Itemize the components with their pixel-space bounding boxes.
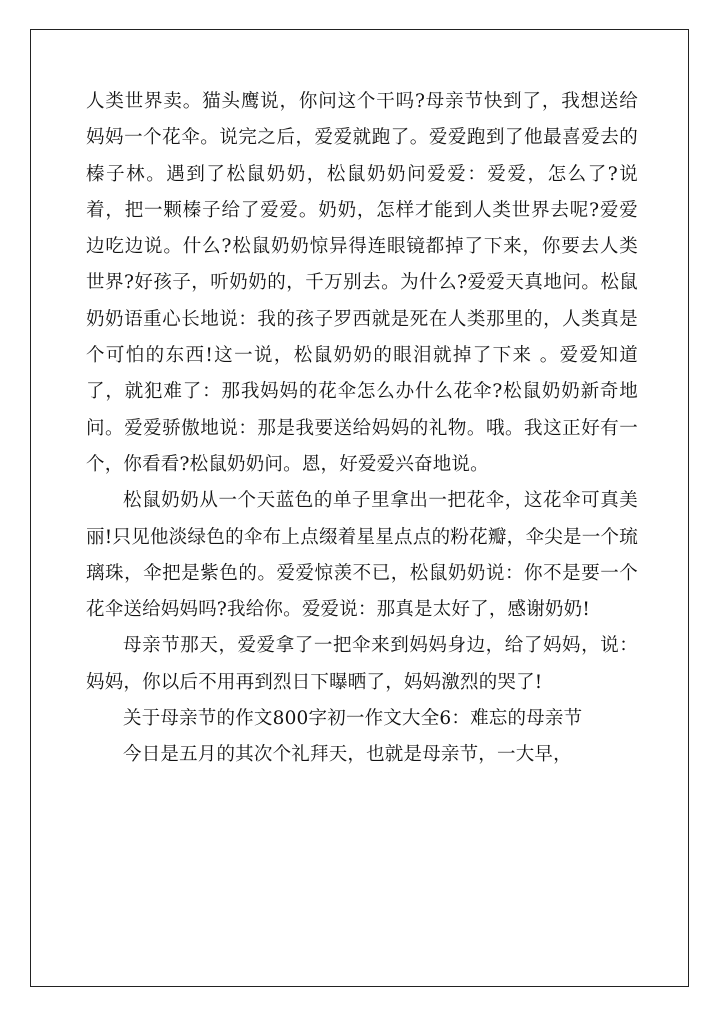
section-heading: 关于母亲节的作文800字初一作文大全6：难忘的母亲节	[123, 708, 583, 730]
document-body	[86, 84, 638, 774]
paragraph-2: 松鼠奶奶从一个天蓝色的单子里拿出一把花伞，这花伞可真美丽!只见他淡绿色的伞布上点缀着星星点点的粉花瓣，伞尖是一个琉璃珠，伞把是紫色的。爱爱惊羡不已，松鼠奶奶说：你不是要一个花伞送给妈妈吗?我给你。爱爱说：那真是太好了，感谢奶奶!	[86, 490, 638, 621]
paragraph-4: 今日是五月的其次个礼拜天，也就是母亲节，一大早，	[123, 744, 572, 766]
paragraph-3: 母亲节那天，爱爱拿了一把伞来到妈妈身边，给了妈妈，说：妈妈，你以后不用再到烈日下曝晒了，妈妈激烈的哭了!	[86, 635, 638, 693]
paragraph-1: 人类世界卖。猫头鹰说，你问这个干吗?母亲节快到了，我想送给妈妈一个花伞。说完之后，爱爱就跑了。爱爱跑到了他最喜爱去的榛子林。遇到了松鼠奶奶，松鼠奶奶问爱爱：爱爱，怎么了?说着，把一颗榛子给了爱爱。奶奶，怎样才能到人类世界去呢?爱爱边吃边说。什么?松鼠奶奶惊异得连眼镜都掉了下来，你要去人类世界?好孩子，听奶奶的，千万别去。为什么?爱爱天真地问。松鼠奶奶语重心长地说：我的孩子罗西就是死在人类那里的，人类真是个可怕的东西!这一说，松鼠奶奶的眼泪就掉了下来 。爱爱知道了，就犯难了：那我妈妈的花伞怎么办什么花伞?松鼠奶奶新奇地问。爱爱骄傲地说：那是我要送给妈妈的礼物。哦。我这正好有一个，你看看?松鼠奶奶问。恩，好爱爱兴奋地说。	[86, 91, 638, 475]
